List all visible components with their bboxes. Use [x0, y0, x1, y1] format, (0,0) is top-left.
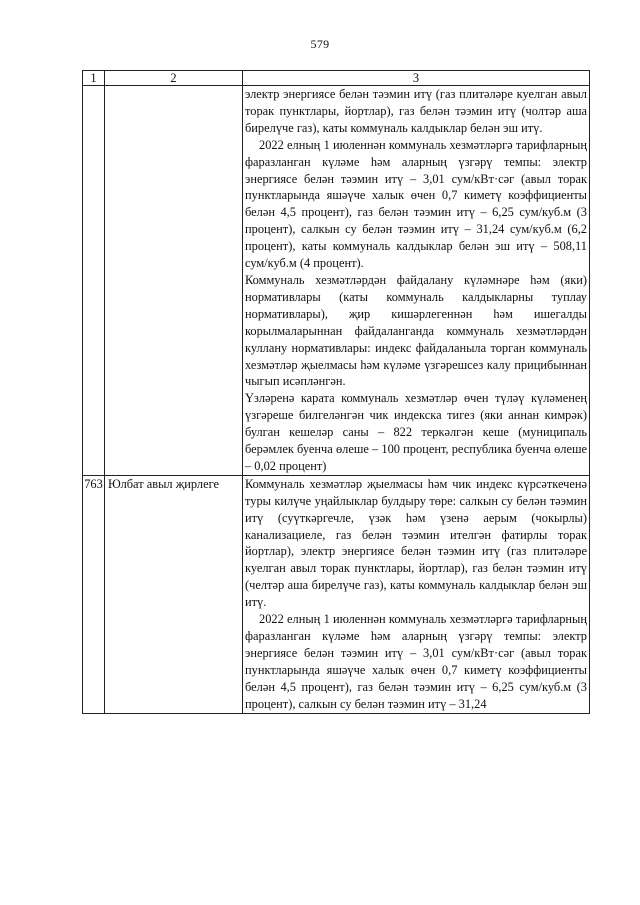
page-number: 579 [310, 37, 330, 51]
row-number-cell [83, 86, 105, 476]
table-row [83, 475, 590, 713]
settlement-name-cell [105, 86, 243, 476]
column-header-name: 2 [105, 71, 243, 86]
table-body [83, 86, 590, 714]
table-header-row [83, 71, 590, 86]
description-paragraph: 2022 елның 1 июленнән коммуналь хезмәтләргә тарифларның фаразланган күләме һәм аларның үзгәрү темпы: электр энергиясе белән тәэмин итү – 3,01 сум/кВт·сәг (авыл торак пунктларында яшәүче халык өчен 0,7 киметү коэффициенты белән 4,5 процент), газ белән тәэмин итү – 6,25 сум/куб.м (3 процент), салкын су белән тәэмин итү – 31,24 сум/куб.м (6,2 процент), каты коммуналь калдыклар белән эш итү – 508,11 сум/куб.м (4 процент). [245, 137, 587, 271]
description-cell [243, 86, 590, 476]
document-table [82, 70, 590, 714]
column-header-description: 3 [243, 71, 590, 86]
description-paragraph: электр энергиясе белән тәэмин итү (газ плитәләре куелган авыл торак пунктлары, йортлар), газ белән тәэмин итү (чолтәр аша бирелүче газ), каты коммуналь калдыклар белән эш итү. [245, 87, 587, 135]
table-row [83, 86, 590, 476]
description-paragraph: Коммуналь хезмәтләрдән файдалану күләмнәре һәм (яки) нормативлары (каты коммуналь калдыкларны туплау нормативлары), җир кишәрлегеннән һәм ишегалды корылмаларыннан файдаланганда коммуналь хезмәтләрдән куллану нормативлары: индекс файдаланыла торган коммуналь хезмәтләр җыелмасы һәм күләме үзгәрешсез калу прицибыннан чыгып исәпләнгән. [245, 272, 587, 389]
row-number-cell: 763 [83, 475, 105, 713]
description-paragraph: 2022 елның 1 июленнән коммуналь хезмәтләргә тарифларның фаразланган күләме һәм аларның үзгәрү темпы: электр энергиясе белән тәэмин итү – 3,01 сум/кВт·сәг (авыл торак пунктларында яшәүче халык өчен 0,7 киметү коэффициенты белән 4,5 процент), газ белән тәэмин итү – 6,25 сум/куб.м (3 процент), салкын су белән тәэмин итү – 31,24 [245, 612, 587, 711]
column-header-number: 1 [83, 71, 105, 86]
settlement-name-cell: Юлбат авыл җирлеге [105, 475, 243, 713]
description-cell [243, 475, 590, 713]
description-paragraph: Коммуналь хезмәтләр җыелмасы һәм чик индекс күрсәткеченә туры килүче уңайлыклар булдыру төре: салкын су белән тәэмин итү (суүткәргечле, үзәк һәм үзенә аерым (чокырлы) канализациеле, газ белән тәэмин ителгән фатирлы торак йортлар), электр энергиясе белән тәэмин итү (газ плитәләре куелган авыл торак пунктлары, йортлар), газ белән тәэмин итү (челтәр аша бирелүче газ), каты коммуналь калдыклар белән эш итү. [245, 476, 587, 610]
description-paragraph: Үзләренә карата коммуналь хезмәтләр өчен түләү күләменең үзгәреше билгеләнгән чик индекска тигез (яки аннан кимрәк) булган кешеләр саны – 822 теркәлгән кеше (муниципаль берәмлек буенча өлеше – 100 процент, республика буенча өлеше – 0,02 процент) [245, 391, 587, 473]
